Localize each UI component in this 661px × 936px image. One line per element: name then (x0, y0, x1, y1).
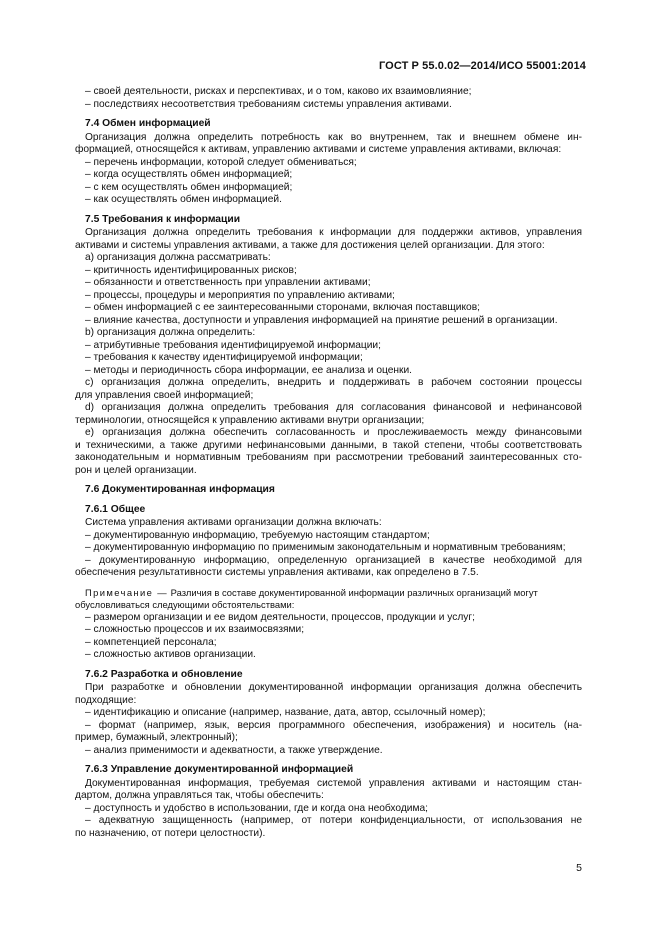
text-line: – доступность и удобство в использовании, где и когда она необходима; (85, 802, 428, 814)
text-line: с) организация должна определить, внедрить и поддерживать в рабочем состоянии процессы (85, 377, 582, 388)
text-line: терминологии, относящейся к управлению активами внутри организации; (75, 414, 425, 426)
text-line: – формат (например, язык, версия программного обеспечения, изображения) и носитель (на- (85, 719, 582, 731)
section-heading: 7.6.1 Общее (85, 503, 146, 515)
text-line: – документированную информацию, требуемую настоящим стандартом; (85, 529, 430, 541)
text-line: – требования к качеству идентифицируемой информации; (85, 352, 363, 363)
text-line: по назначению, от потери целостности). (75, 827, 266, 839)
text-line: – обязанности и ответственность при управлении активами; (85, 277, 371, 288)
text-line: Система управления активами организации должна включать: (85, 517, 382, 528)
text-line: и техническими, а также другими нефинансовыми данными, в такой степени, чтобы соответствовать (75, 439, 582, 451)
text-line: рон и целей организации. (75, 464, 197, 476)
text-line: подходящие: (75, 694, 137, 706)
text-line: – обмен информацией с ее заинтересованными сторонами, включая поставщиков; (85, 302, 480, 313)
text-line: – с кем осуществлять обмен информацией; (85, 181, 293, 193)
text-line: При разработке и обновлении документированной информации организация должна обеспечить (85, 682, 582, 693)
text-line: законодательным и нормативным требованиям при рассмотрении требований заинтересованных сто- (75, 452, 582, 463)
text-line: – влияние качества, доступности и управления информацией на принятие решений в организации. (85, 314, 558, 326)
text-line: – атрибутивные требования идентифицируемой информации; (85, 339, 381, 351)
page-body (75, 86, 582, 840)
text-line: – когда осуществлять обмен информацией; (85, 169, 293, 180)
text-line: – сложностью процессов и их взаимосвязями; (85, 624, 305, 635)
document-code-header: ГОСТ Р 55.0.02—2014/ИСО 55001:2014 (378, 60, 586, 72)
text-line: Организация должна определить требования к информации для поддержки активов, управления (85, 227, 582, 238)
text-line: пример, бумажный, электронный); (75, 732, 238, 743)
text-line: – критичность идентифицированных рисков; (85, 264, 297, 276)
text-line: – размером организации и ее видом деятельности, процессов, продукции и услуг; (85, 611, 475, 623)
note-label: Примечание — (85, 586, 169, 598)
text-line: для управления своей информацией; (75, 389, 254, 401)
note-text: Различия в составе документированной информации различных организаций могут (170, 586, 538, 598)
text-line: обеспечения результативности системы управления активами, как определено в 7.5. (75, 567, 479, 578)
text-line: а) организация должна рассматривать: (85, 252, 271, 263)
text-line: – как осуществлять обмен информацией. (85, 194, 282, 205)
section-heading: 7.4 Обмен информацией (85, 118, 211, 129)
text-line: Документированная информация, требуемая системой управления активами и настоящим стан- (85, 777, 582, 789)
text-line: дартом, должна управляться так, чтобы обеспечить: (75, 790, 324, 801)
note-continuation: обусловливаться следующими обстоятельствами: (75, 599, 295, 610)
section-heading: 7.5 Требования к информации (85, 213, 241, 225)
text-line: формацией, относящейся к активам, управлению активами и системе управления активами, включая: (75, 144, 562, 155)
text-line: е) организация должна обеспечить согласованность и прослеживаемость между финансовыми (85, 427, 582, 438)
text-line: d) организация должна определить требования для согласования финансовой и нефинансовой (85, 402, 582, 413)
text-line: – сложностью активов организации. (85, 649, 256, 660)
text-line: b) организация должна определить: (85, 327, 256, 338)
text-line: – процессы, процедуры и мероприятия по управлению активами; (85, 289, 395, 301)
text-line: – компетенцией персонала; (85, 636, 217, 648)
text-line: активами и системы управления активами, а также для достижения целей организации. Для этого: (75, 239, 545, 251)
text-line: – методы и периодичность сбора информации, ее анализа и оценки. (85, 364, 412, 376)
page-number: 5 (576, 862, 582, 874)
note (75, 587, 582, 600)
text-line: Организация должна определить потребность как во внутреннем, так и внешнем обмене ин- (85, 131, 582, 143)
text-line: – последствиях несоответствия требованиям системы управления активами. (85, 98, 452, 110)
section-heading: 7.6.2 Разработка и обновление (85, 668, 243, 680)
section-heading: 7.6.3 Управление документированной информацией (85, 764, 354, 775)
text-line: – идентификацию и описание (например, название, дата, автор, ссылочный номер); (85, 707, 486, 718)
section-heading: 7.6 Документированная информация (85, 484, 275, 495)
text-line: – своей деятельности, рисках и перспективах, и о том, каково их взаимовлияние; (85, 86, 472, 97)
text-line: – анализ применимости и адекватности, а также утверждение. (85, 744, 383, 756)
text-line: – документированную информацию по применимым законодательным и нормативным требованиям; (85, 542, 566, 553)
text-line: – перечень информации, которой следует обмениваться; (85, 156, 357, 168)
text-line: – адекватную защищенность (например, от потери конфиденциальности, от использования не (85, 815, 582, 826)
text-line: – документированную информацию, определенную организацией в качестве необходимой для (85, 554, 582, 566)
